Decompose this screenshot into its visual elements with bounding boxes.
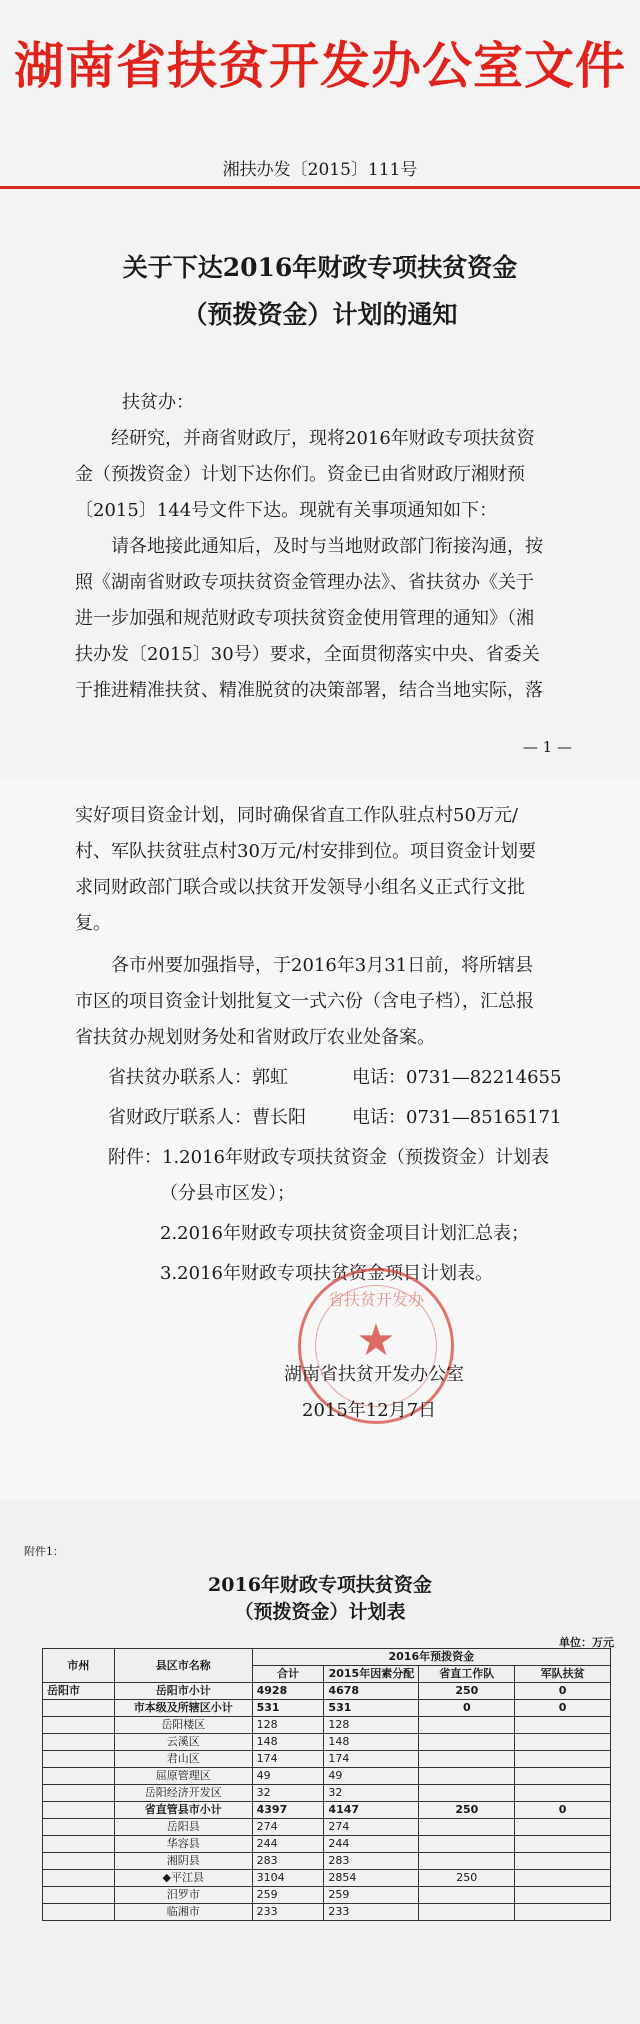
cell-county: 湘阴县 <box>114 1853 252 1870</box>
page-1 <box>0 0 640 778</box>
paragraph-3-line: 各市州要加强指导，于2016年3月31日前，将所辖县 <box>111 955 534 976</box>
paragraph-2-continued-line: 实好项目资金计划，同时确保省直工作队驻点村50万元/ <box>75 805 518 826</box>
cell-factor: 4147 <box>324 1802 419 1819</box>
red-divider <box>0 186 640 189</box>
cell-total: 259 <box>252 1887 324 1904</box>
notice-title-line-2: （预拨资金）计划的通知 <box>182 300 458 329</box>
cell-army: 0 <box>515 1802 611 1819</box>
cell-factor: 128 <box>324 1717 419 1734</box>
paragraph-2-continued-line: 复。 <box>75 913 111 934</box>
attachment-item: （分县市区发）； <box>160 1183 295 1204</box>
addressee: 扶贫办： <box>122 392 194 413</box>
header-team: 省直工作队 <box>419 1666 515 1683</box>
cell-county: 君山区 <box>114 1751 252 1768</box>
cell-army <box>515 1836 611 1853</box>
paragraph-2-continued-line: 村、军队扶贫驻点村30万元/村安排到位。项目资金计划要 <box>75 841 536 862</box>
cell-team: 0 <box>419 1700 515 1717</box>
header-group: 2016年预拨资金 <box>252 1649 610 1666</box>
cell-team <box>419 1853 515 1870</box>
cell-city <box>43 1734 115 1751</box>
cell-total: 274 <box>252 1819 324 1836</box>
cell-team <box>419 1734 515 1751</box>
cell-team <box>419 1887 515 1904</box>
cell-factor: 233 <box>324 1904 419 1921</box>
table-row <box>43 1700 611 1717</box>
notice-title-line-1: 关于下达2016年财政专项扶贫资金 <box>122 253 518 282</box>
cell-city <box>43 1819 115 1836</box>
cell-army <box>515 1768 611 1785</box>
cell-city <box>43 1887 115 1904</box>
table-row <box>43 1751 611 1768</box>
cell-factor: 274 <box>324 1819 419 1836</box>
seal-text: 省扶贫开发办 <box>327 1290 424 1309</box>
cell-army <box>515 1785 611 1802</box>
paragraph-2-line: 进一步加强和规范财政专项扶贫资金使用管理的通知》（湘 <box>75 608 534 629</box>
attachment-label: 附件1： <box>24 1545 64 1558</box>
funding-plan-table <box>42 1648 611 1921</box>
table-row <box>43 1734 611 1751</box>
table-title-line-2: （预拨资金）计划表 <box>234 1601 406 1623</box>
cell-factor: 244 <box>324 1836 419 1853</box>
table-row <box>43 1887 611 1904</box>
paragraph-2-line: 于推进精准扶贫、精准脱贫的决策部署，结合当地实际，落 <box>75 680 543 701</box>
seal-star-icon: ★ <box>356 1315 396 1366</box>
cell-county: ◆平江县 <box>114 1870 252 1887</box>
cell-factor: 4678 <box>324 1683 419 1700</box>
cell-total: 3104 <box>252 1870 324 1887</box>
cell-city <box>43 1802 115 1819</box>
cell-army <box>515 1819 611 1836</box>
cell-total: 148 <box>252 1734 324 1751</box>
cell-county: 华容县 <box>114 1836 252 1853</box>
paragraph-1-line: 金（预拨资金）计划下达你们。资金已由省财政厅湘财预 <box>75 464 525 485</box>
cell-county: 临湘市 <box>114 1904 252 1921</box>
cell-total: 128 <box>252 1717 324 1734</box>
cell-county: 岳阳经济开发区 <box>114 1785 252 1802</box>
cell-county: 屈原管理区 <box>114 1768 252 1785</box>
paragraph-2-line: 照《湖南省财政专项扶贫资金管理办法》、省扶贫办《关于 <box>75 572 534 593</box>
cell-city <box>43 1853 115 1870</box>
cell-city <box>43 1904 115 1921</box>
cell-total: 174 <box>252 1751 324 1768</box>
contact-label: 省财政厅联系人：曹长阳 <box>108 1107 306 1128</box>
header-county: 县区市名称 <box>114 1649 252 1683</box>
cell-team <box>419 1904 515 1921</box>
table-row <box>43 1683 611 1700</box>
cell-total: 4397 <box>252 1802 324 1819</box>
cell-army: 0 <box>515 1700 611 1717</box>
cell-total: 244 <box>252 1836 324 1853</box>
cell-team <box>419 1819 515 1836</box>
cell-city <box>43 1870 115 1887</box>
cell-city <box>43 1768 115 1785</box>
header-total: 合计 <box>252 1666 324 1683</box>
cell-team <box>419 1785 515 1802</box>
cell-county: 市本级及所辖区小计 <box>114 1700 252 1717</box>
cell-county: 岳阳市小计 <box>114 1683 252 1700</box>
contact-phone: 电话：0731—82214655 <box>352 1067 562 1088</box>
contact-phone: 电话：0731—85165171 <box>352 1107 562 1128</box>
cell-county: 云溪区 <box>114 1734 252 1751</box>
table-row <box>43 1904 611 1921</box>
cell-county: 汨罗市 <box>114 1887 252 1904</box>
cell-army <box>515 1717 611 1734</box>
attachment-item: 3.2016年财政专项扶贫资金项目计划表。 <box>160 1263 493 1284</box>
cell-army <box>515 1751 611 1768</box>
cell-county: 省直管县市小计 <box>114 1802 252 1819</box>
paragraph-2-line: 扶办发〔2015〕30号）要求，全面贯彻落实中央、省委关 <box>75 644 540 665</box>
table-row <box>43 1853 611 1870</box>
cell-factor: 49 <box>324 1768 419 1785</box>
cell-county: 岳阳县 <box>114 1819 252 1836</box>
document-header: 湖南省扶贫开发办公室文件 <box>14 36 626 95</box>
cell-team <box>419 1751 515 1768</box>
document-number: 湘扶办发〔2015〕111号 <box>222 160 418 180</box>
paragraph-1-line: 〔2015〕144号文件下达。现就有关事项通知如下： <box>75 500 498 521</box>
contact-label: 省扶贫办联系人：郭虹 <box>108 1067 288 1088</box>
cell-factor: 2854 <box>324 1870 419 1887</box>
table-title-line-1: 2016年财政专项扶贫资金 <box>208 1574 432 1596</box>
paragraph-2-continued-line: 求同财政部门联合或以扶贫开发领导小组名义正式行文批 <box>75 877 525 898</box>
attachment-item: 2.2016年财政专项扶贫资金项目计划汇总表； <box>160 1223 529 1244</box>
paragraph-3-line: 市区的项目资金计划批复文一式六份（含电子档），汇总报 <box>75 991 534 1012</box>
cell-total: 283 <box>252 1853 324 1870</box>
cell-army <box>515 1853 611 1870</box>
cell-team: 250 <box>419 1802 515 1819</box>
cell-army <box>515 1904 611 1921</box>
header-city: 市州 <box>43 1649 115 1683</box>
paragraph-1-line: 经研究，并商省财政厅，现将2016年财政专项扶贫资 <box>111 428 535 449</box>
table-row <box>43 1768 611 1785</box>
cell-factor: 174 <box>324 1751 419 1768</box>
paragraph-2-line: 请各地接此通知后，及时与当地财政部门衔接沟通，按 <box>111 536 543 557</box>
table-row <box>43 1819 611 1836</box>
cell-team: 250 <box>419 1683 515 1700</box>
table-row <box>43 1836 611 1853</box>
cell-city: 岳阳市 <box>43 1683 115 1700</box>
table-row <box>43 1870 611 1887</box>
cell-city <box>43 1717 115 1734</box>
attachment-item: 附件：1.2016年财政专项扶贫资金（预拨资金）计划表 <box>108 1147 549 1168</box>
signature-org: 湖南省扶贫开发办公室 <box>284 1364 464 1385</box>
cell-factor: 283 <box>324 1853 419 1870</box>
cell-team <box>419 1836 515 1853</box>
cell-city <box>43 1700 115 1717</box>
unit-label: 单位：万元 <box>559 1636 614 1649</box>
cell-army <box>515 1870 611 1887</box>
cell-army <box>515 1887 611 1904</box>
page-number: — 1 — <box>522 738 572 756</box>
table-row <box>43 1802 611 1819</box>
cell-factor: 148 <box>324 1734 419 1751</box>
table-row <box>43 1785 611 1802</box>
cell-army: 0 <box>515 1683 611 1700</box>
cell-total: 4928 <box>252 1683 324 1700</box>
signature-date: 2015年12月7日 <box>302 1400 437 1421</box>
table-row <box>43 1717 611 1734</box>
header-army: 军队扶贫 <box>515 1666 611 1683</box>
cell-total: 531 <box>252 1700 324 1717</box>
cell-team: 250 <box>419 1870 515 1887</box>
cell-factor: 259 <box>324 1887 419 1904</box>
cell-county: 岳阳楼区 <box>114 1717 252 1734</box>
cell-total: 233 <box>252 1904 324 1921</box>
cell-city <box>43 1836 115 1853</box>
cell-army <box>515 1734 611 1751</box>
cell-team <box>419 1768 515 1785</box>
cell-factor: 531 <box>324 1700 419 1717</box>
cell-team <box>419 1717 515 1734</box>
cell-total: 49 <box>252 1768 324 1785</box>
paragraph-3-line: 省扶贫办规划财务处和省财政厅农业处备案。 <box>75 1027 435 1048</box>
cell-city <box>43 1751 115 1768</box>
header-factor: 2015年因素分配 <box>324 1666 419 1683</box>
cell-factor: 32 <box>324 1785 419 1802</box>
cell-city <box>43 1785 115 1802</box>
cell-total: 32 <box>252 1785 324 1802</box>
